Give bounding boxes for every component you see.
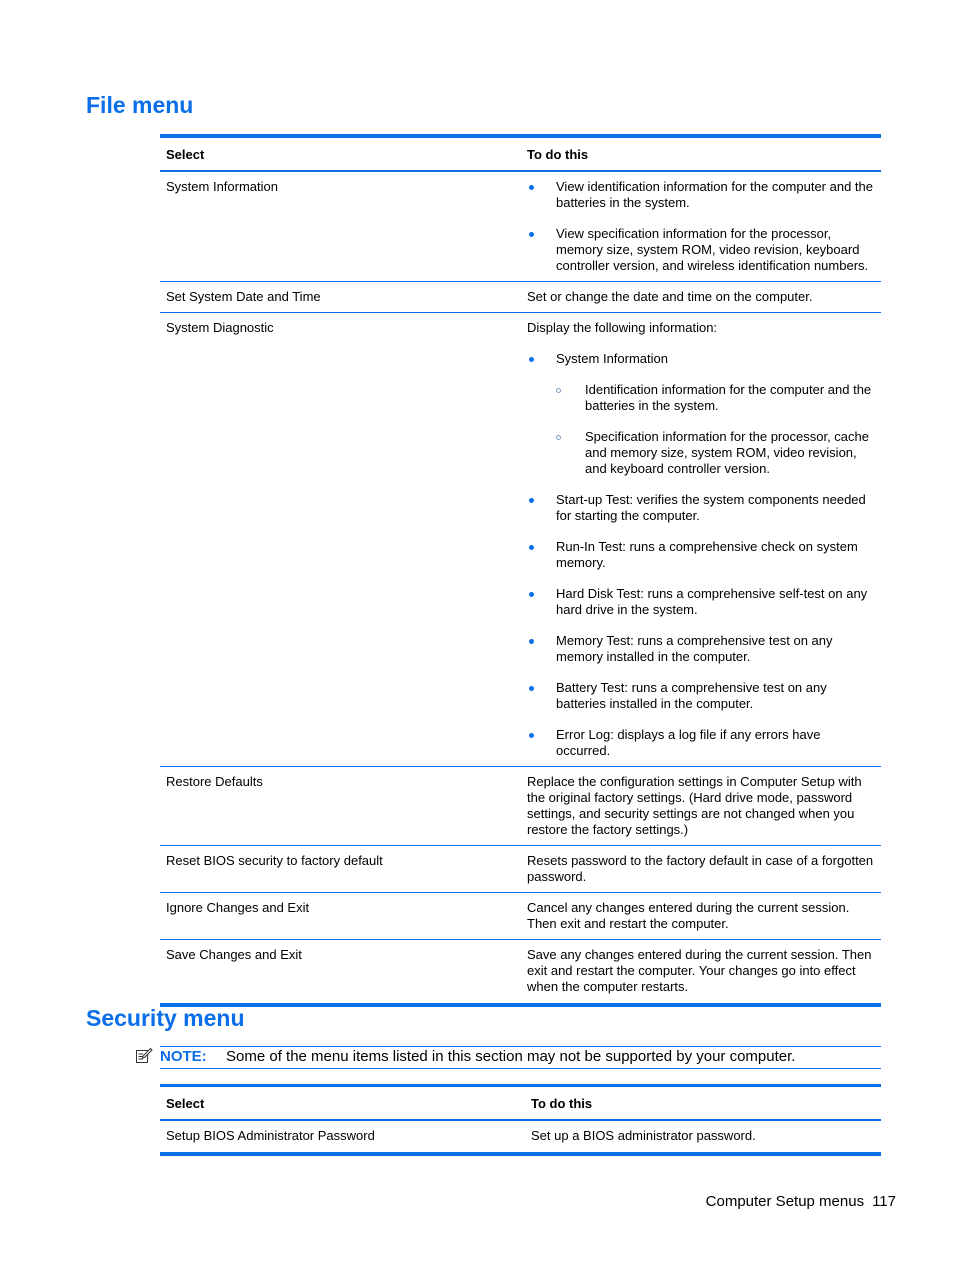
table-row [160,940,881,1006]
security-menu-title: Security menu [86,1005,245,1031]
list-item: Error Log: displays a log file if any errors have occurred. [527,727,875,759]
bullet-list [527,179,875,274]
note-label: NOTE: [160,1048,207,1065]
table-header-row [160,136,881,171]
select-cell: Set System Date and Time [160,282,521,313]
column-header-todo: To do this [521,136,881,171]
list-item: Battery Test: runs a comprehensive test on any batteries installed in the computer. [527,680,875,712]
select-cell: Reset BIOS security to factory default [160,846,521,893]
todo-cell: Resets password to the factory default in case of a forgotten password. [521,846,881,893]
table-header-row [160,1086,881,1121]
select-cell: System Diagnostic [160,313,521,767]
file-menu-table [160,134,881,1007]
todo-cell [521,313,881,767]
table-row [160,767,881,846]
sub-list-item: Identification information for the computer and the batteries in the system. [556,382,875,414]
column-header-select: Select [160,136,521,171]
page-number: 117 [872,1193,896,1210]
note-box [160,1046,881,1069]
note-text: Some of the menu items listed in this section may not be supported by your computer. [226,1048,796,1065]
list-item-text: System Information [556,351,668,366]
sub-bullet-list [556,382,875,477]
select-cell: Save Changes and Exit [166,947,302,962]
bullet-list [527,351,875,759]
list-item: Start-up Test: verifies the system components needed for starting the computer. [527,492,875,524]
select-cell: Ignore Changes and Exit [160,893,521,940]
todo-cell [521,171,881,282]
file-menu-title: File menu [86,92,194,118]
table-row [160,313,881,767]
security-menu-table [160,1084,881,1156]
select-cell: System Information [160,171,521,282]
table-row [160,1120,881,1154]
todo-cell: Replace the configuration settings in Computer Setup with the original factory settings. (Hard drive mode, password settings, and security settings are not changed when you restore the factory settings.) [521,767,881,846]
footer-section-title: Computer Setup menus [705,1193,865,1210]
todo-cell: Cancel any changes entered during the current session. Then exit and restart the computer. [521,893,881,940]
diagnostic-intro: Display the following information: [527,320,718,335]
todo-cell: Set or change the date and time on the computer. [521,282,881,313]
list-item: Memory Test: runs a comprehensive test on any memory installed in the computer. [527,633,875,665]
table-row [160,282,881,313]
column-header-todo: To do this [525,1086,881,1121]
sub-list-item: Specification information for the processor, cache and memory size, system ROM, video revision, and keyboard controller version. [556,429,875,477]
select-cell: Setup BIOS Administrator Password [166,1128,375,1143]
table-row [160,171,881,282]
list-item: View specification information for the processor, memory size, system ROM, video revision, keyboard controller version, and wireless identification numbers. [527,226,875,274]
todo-cell: Set up a BIOS administrator password. [531,1128,756,1143]
list-item: Run-In Test: runs a comprehensive check on system memory. [527,539,875,571]
todo-cell: Save any changes entered during the current session. Then exit and restart the computer. Your changes go into effect when the computer restarts. [527,947,872,994]
table-row [160,893,881,940]
note-pencil-icon [135,1047,153,1065]
list-item: View identification information for the computer and the batteries in the system. [527,179,875,211]
column-header-select: Select [160,1086,525,1121]
table-row [160,846,881,893]
list-item: Hard Disk Test: runs a comprehensive self-test on any hard drive in the system. [527,586,875,618]
page-footer [706,1193,896,1210]
list-item [527,351,875,477]
select-cell: Restore Defaults [160,767,521,846]
